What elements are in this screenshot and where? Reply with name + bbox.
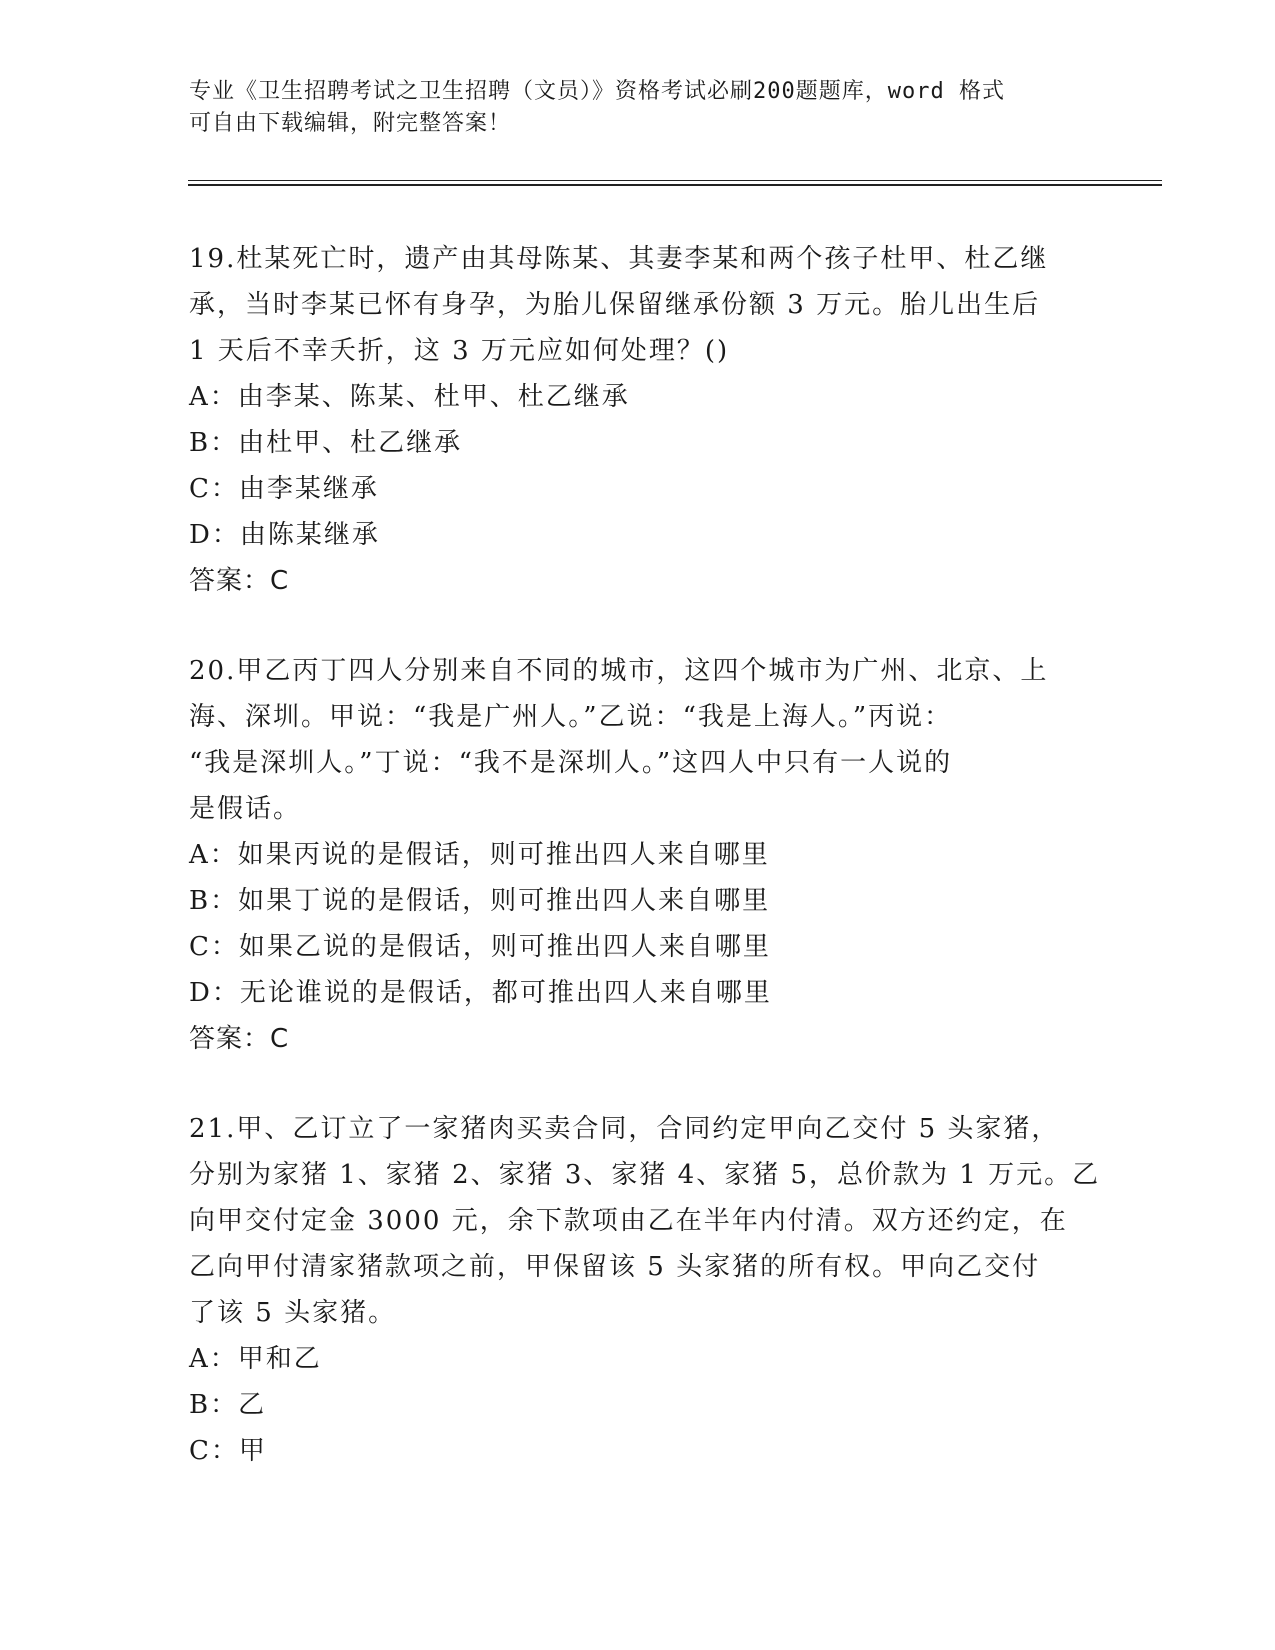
question-20: [189, 648, 1089, 1062]
option-a: A：甲和乙: [189, 1344, 322, 1374]
question-stem-line: 1 天后不幸夭折，这 3 万元应如何处理？(): [189, 336, 730, 366]
option-b: B：乙: [189, 1390, 267, 1420]
header-divider-thin: [188, 180, 1162, 181]
question-stem: [189, 648, 1089, 832]
document-header: [189, 76, 1089, 140]
question-stem-line: 是假话。: [189, 794, 302, 824]
question-stem-line: 分别为家猪 1、家猪 2、家猪 3、家猪 4、家猪 5，总价款为 1 万元。乙: [189, 1160, 1101, 1190]
option-b: B：由杜甲、杜乙继承: [189, 428, 463, 458]
question-19: [189, 236, 1089, 604]
answer-label: 答案：C: [189, 566, 290, 596]
question-stem: [189, 1106, 1101, 1336]
question-stem-line: “我是深圳人。”丁说：“我不是深圳人。”这四人中只有一人说的: [189, 748, 953, 778]
question-21: [189, 1106, 1101, 1474]
header-divider-thick: [188, 184, 1162, 186]
question-stem-line: 乙向甲付清家猪款项之前，甲保留该 5 头家猪的所有权。甲向乙交付: [189, 1252, 1041, 1282]
question-stem-line: 了该 5 头家猪。: [189, 1298, 397, 1328]
question-stem-line: 20.甲乙丙丁四人分别来自不同的城市，这四个城市为广州、北京、上: [189, 656, 1049, 686]
option-b: B：如果丁说的是假话，则可推出四人来自哪里: [189, 886, 771, 916]
option-a: A：如果丙说的是假话，则可推出四人来自哪里: [189, 840, 770, 870]
option-c: C：如果乙说的是假话，则可推出四人来自哪里: [189, 932, 771, 962]
header-line-2: 可自由下载编辑，附完整答案！: [189, 111, 512, 136]
question-stem-line: 向甲交付定金 3000 元，余下款项由乙在半年内付清。双方还约定，在: [189, 1206, 1068, 1236]
answer-label: 答案：C: [189, 1024, 290, 1054]
option-c: C：甲: [189, 1436, 267, 1466]
header-line-1: 专业《卫生招聘考试之卫生招聘（文员）》资格考试必刷200题题库，word 格式: [189, 79, 1005, 104]
question-stem-line: 承，当时李某已怀有身孕，为胎儿保留继承份额 3 万元。胎儿出生后: [189, 290, 1041, 320]
option-c: C：由李某继承: [189, 474, 379, 504]
question-stem-line: 21.甲、乙订立了一家猪肉买卖合同，合同约定甲向乙交付 5 头家猪，: [189, 1114, 1060, 1144]
question-stem-line: 海、深圳。甲说：“我是广州人。”乙说：“我是上海人。”丙说：: [189, 702, 953, 732]
option-d: D：由陈某继承: [189, 520, 380, 550]
option-a: A：由李某、陈某、杜甲、杜乙继承: [189, 382, 630, 412]
question-stem: [189, 236, 1089, 374]
question-stem-line: 19.杜某死亡时，遗产由其母陈某、其妻李某和两个孩子杜甲、杜乙继: [189, 244, 1049, 274]
option-d: D：无论谁说的是假话，都可推出四人来自哪里: [189, 978, 772, 1008]
